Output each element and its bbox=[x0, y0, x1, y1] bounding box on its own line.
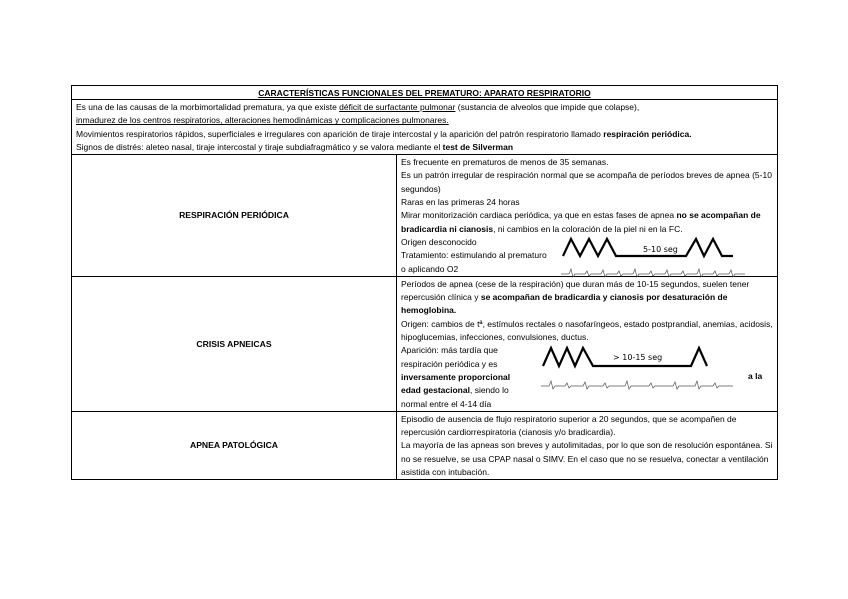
paragraph: La mayoría de las apneas son breves y autolimitadas, por lo que son de resolución espontánea. Si no se resuelve, se usa CPAP nasal o SIMV. En el caso que no se resuelva, conectar a ventilación asistida con intubación. bbox=[401, 440, 773, 478]
paragraph-text: Aparición: más tardía que respiración periódica y es bbox=[401, 345, 498, 369]
intro-text: (sustancia de alveolos que impide que colapse), bbox=[455, 102, 640, 112]
row-content bbox=[397, 411, 778, 479]
figure-label: 5-10 seg bbox=[643, 245, 678, 255]
intro-text: Movimientos respiratorios rápidos, superficiales e irregulares con aparición de tiraje intercostal y la aparición del patrón respiratorio llamado bbox=[76, 128, 604, 139]
paragraph bbox=[401, 344, 526, 410]
trailing-text: a la bbox=[748, 370, 763, 381]
paragraph: Tratamiento: estimulando al prematuro o aplicando O2 bbox=[401, 250, 547, 274]
apnea-crisis-figure bbox=[541, 344, 741, 394]
apnea-waveform-graphic bbox=[541, 344, 741, 394]
paragraph: Origen desconocido bbox=[401, 236, 477, 247]
ecg-trace bbox=[541, 381, 733, 389]
row-content-inner bbox=[401, 156, 773, 276]
paragraph-text: , siendo lo normal entre el 4-14 día bbox=[401, 385, 509, 409]
intro-cell bbox=[72, 100, 778, 155]
row-content bbox=[397, 155, 778, 277]
intro-line-3 bbox=[76, 128, 773, 141]
row-label: RESPIRACIÓN PERIÓDICA bbox=[72, 155, 397, 277]
row-crisis-apneicas bbox=[72, 276, 778, 411]
intro-underline: déficit de surfactante pulmonar bbox=[339, 102, 456, 112]
paragraph bbox=[401, 209, 773, 236]
paragraph-text: Períodos de apnea (cese de la respiración) que duran más de 10-15 segundos, suelen tener repercusión clínica y bbox=[401, 278, 750, 303]
row-apnea-patologica bbox=[72, 411, 778, 479]
paragraph: Raras en las primeras 24 horas bbox=[401, 197, 520, 208]
intro-line-4 bbox=[76, 141, 773, 154]
row-respiracion-periodica bbox=[72, 155, 778, 277]
paragraph: Es frecuente en prematuros de menos de 35 semanas. bbox=[401, 157, 609, 168]
intro-text: Signos de distrés: aleteo nasal, tiraje intercostal y tiraje subdiafragmático y se valora mediante el bbox=[76, 141, 443, 152]
intro-bold: respiración periódica. bbox=[603, 128, 692, 139]
paragraph: Es un patrón irregular de respiración normal que se acompaña de períodos breves de apnea (5-10 segundos) bbox=[401, 170, 772, 194]
paragraph-text: , ni cambios en la coloración de la piel ni en la FC. bbox=[493, 223, 683, 234]
paragraph-bold: no se acompañan de bradicardia ni cianosis bbox=[401, 210, 761, 234]
intro-line-2 bbox=[76, 114, 773, 127]
table-title: CARACTERÍSTICAS FUNCIONALES DEL PREMATURO: APARATO RESPIRATORIO bbox=[72, 86, 778, 100]
paragraph-bold: inversamente proporcional edad gestacional bbox=[401, 371, 511, 396]
paragraph: Origen: cambios de tª, estímulos rectales o nasofaríngeos, estado postprandial, anemias, acidosis, hipoglucemias, infecciones, convulsiones, ductus. bbox=[401, 318, 773, 343]
ecg-trace bbox=[561, 269, 745, 277]
title-row bbox=[72, 86, 778, 100]
intro-bold: test de Silverman bbox=[442, 141, 514, 152]
intro-underline: inmadurez de los centros respiratorios, alteraciones hemodinámicas y complicaciones pulmonares. bbox=[76, 115, 449, 126]
intro-row bbox=[72, 100, 778, 155]
row-label: APNEA PATOLÓGICA bbox=[72, 411, 397, 479]
paragraph bbox=[401, 278, 773, 318]
figure-label: > 10-15 seg bbox=[613, 352, 663, 362]
intro-text: Es una de las causas de la morbimortalidad prematura, ya que existe bbox=[76, 102, 340, 112]
paragraph-text: Mirar monitorización cardiaca periódica, ya que en estas fases de apnea bbox=[401, 210, 677, 221]
document-table bbox=[71, 85, 778, 480]
row-content bbox=[397, 276, 778, 411]
paragraph-bold: se acompañan de bradicardia y cianosis por desaturación de hemoglobina. bbox=[401, 292, 728, 316]
row-label: CRISIS APNEICAS bbox=[72, 276, 397, 411]
intro-line-1 bbox=[76, 101, 773, 114]
paragraph: Episodio de ausencia de flujo respiratorio superior a 20 segundos, que se acompañen de repercusión cardiorrespiratoria (cianosis y/o bradicardia). bbox=[401, 413, 737, 438]
row-content-inner bbox=[401, 278, 773, 411]
